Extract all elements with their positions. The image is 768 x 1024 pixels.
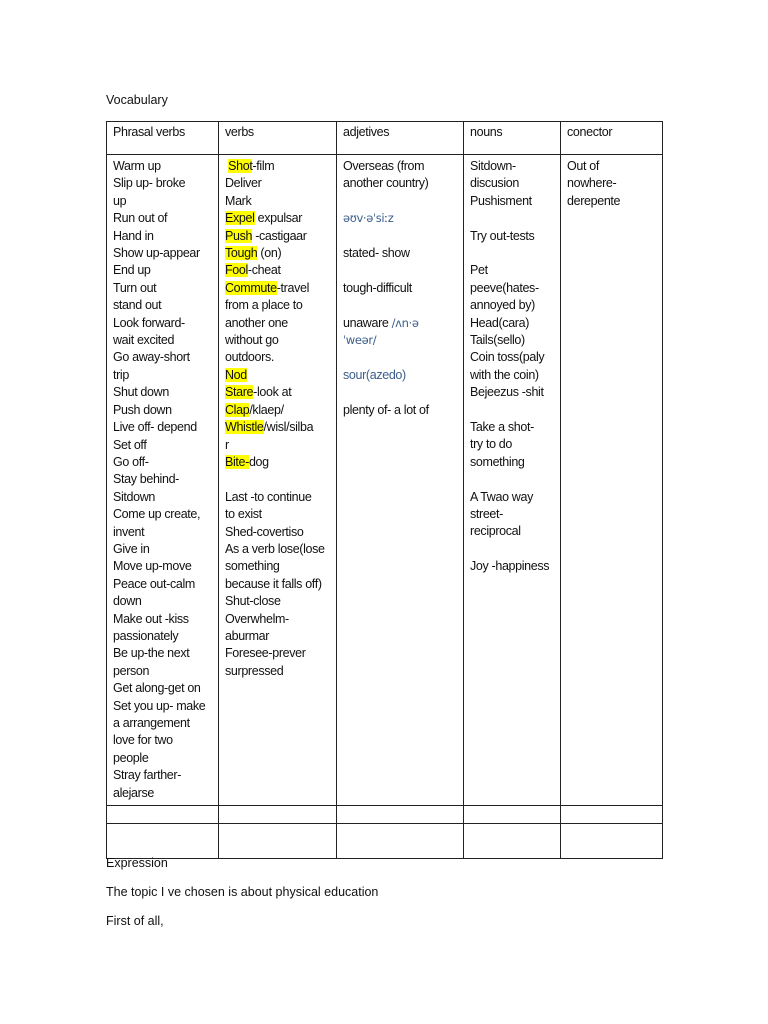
list-item: Look forward-	[113, 315, 185, 330]
list-item	[225, 280, 332, 297]
spacer	[343, 297, 459, 314]
list-item: derepente	[567, 193, 621, 208]
list-item: Shut-close	[225, 594, 281, 609]
list-item: Shut down	[113, 385, 169, 400]
nouns-list	[470, 158, 556, 576]
list-item: discusion	[470, 176, 519, 191]
list-item: try to do	[470, 437, 513, 452]
list-item: outdoors.	[225, 350, 274, 365]
definition: /wisl/silba	[263, 420, 314, 435]
verbs-list	[225, 158, 332, 680]
list-item: Be up-the next	[113, 646, 190, 661]
list-item: annoyed by)	[470, 298, 535, 313]
list-item: Slip up- broke	[113, 176, 186, 191]
list-item	[225, 210, 332, 227]
table-header-row	[107, 122, 663, 155]
list-item: alejarse	[113, 785, 154, 800]
list-item: A Twao way	[470, 489, 533, 504]
table-body-row	[107, 155, 663, 806]
list-item: because it falls off)	[225, 576, 322, 591]
definition: /klaep/	[249, 402, 284, 417]
highlighted-word: Stare	[225, 385, 254, 400]
list-item: Stay behind-	[113, 472, 179, 487]
list-item: peeve(hates-	[470, 280, 539, 295]
list-item	[225, 228, 332, 245]
nouns-cell	[464, 155, 561, 806]
list-item: something	[470, 454, 525, 469]
list-item: up	[113, 193, 127, 208]
list-item	[225, 454, 332, 471]
list-item: without go	[225, 333, 279, 348]
list-item: Move up-move	[113, 559, 192, 574]
definition: -travel	[276, 280, 310, 295]
list-item: aburmar	[225, 628, 270, 643]
list-item: Give in	[113, 541, 150, 556]
list-item: Sitdown	[113, 489, 156, 504]
empty-row	[107, 824, 663, 859]
page-title: Vocabulary	[106, 93, 168, 107]
list-item: Last -to continue	[225, 489, 312, 504]
list-item: Go away-short	[113, 350, 190, 365]
list-item: Overseas (from	[343, 159, 425, 173]
paragraph-line: First of all,	[106, 914, 164, 928]
list-item: another country)	[343, 176, 429, 191]
spacer	[343, 193, 459, 210]
conector-list	[567, 158, 658, 210]
highlighted-word: Commute	[225, 280, 277, 295]
list-item: people	[113, 750, 149, 765]
list-item: stand out	[113, 298, 162, 313]
list-item: plenty of- a lot of	[343, 402, 429, 417]
list-item: Sitdown-	[470, 159, 516, 173]
verbs-cell	[219, 155, 337, 806]
header-nouns: nouns	[464, 122, 561, 155]
highlighted-word: Bite-	[225, 454, 249, 469]
empty-row	[107, 806, 663, 824]
list-item: Peace out-calm	[113, 576, 195, 591]
list-item: a arrangement	[113, 716, 190, 730]
highlighted-word: Shot	[228, 159, 253, 173]
paragraph-line: The topic I ve chosen is about physical education	[106, 885, 379, 899]
list-item: person	[113, 663, 150, 678]
word: unaware	[343, 315, 392, 330]
header-verbs: verbs	[219, 122, 337, 155]
list-item: Pet	[470, 263, 488, 278]
list-item	[225, 402, 332, 419]
highlighted-word: Tough	[225, 246, 258, 261]
list-item: Deliver	[225, 176, 262, 191]
list-item: As a verb lose(lose	[225, 541, 325, 556]
list-item: Show up-appear	[113, 246, 200, 261]
spacer	[470, 471, 556, 488]
list-item	[225, 262, 332, 279]
list-item: tough-difficult	[343, 280, 412, 295]
spacer	[343, 349, 459, 366]
list-item: Mark	[225, 193, 252, 208]
list-item: r	[225, 437, 229, 452]
list-item: Warm up	[113, 159, 161, 173]
list-item	[225, 158, 332, 175]
list-item: passionately	[113, 628, 179, 643]
list-item: Live off- depend	[113, 420, 197, 435]
list-item: Go off-	[113, 454, 149, 469]
list-item: love for two	[113, 733, 173, 748]
list-item: Foresee-prever	[225, 646, 306, 661]
list-item: Try out-tests	[470, 228, 535, 243]
list-item: Turn out	[113, 280, 157, 295]
list-item: Run out of	[113, 211, 168, 226]
list-item: Stray farther-	[113, 768, 182, 783]
list-item: with the coin)	[470, 367, 539, 382]
list-item	[225, 419, 332, 436]
list-item: Get along-get on	[113, 681, 201, 696]
spacer	[470, 402, 556, 419]
pronunciation: ˈweər/	[343, 333, 377, 347]
definition: dog	[248, 454, 269, 469]
definition: -film	[252, 159, 275, 173]
list-item: Make out -kiss	[113, 611, 189, 626]
spacer	[343, 384, 459, 401]
list-item: Tails(sello)	[470, 333, 525, 348]
list-item	[225, 367, 332, 384]
adjetives-list	[343, 158, 459, 419]
pronunciation: /ʌn·ə	[391, 315, 419, 330]
list-item: Push down	[113, 402, 172, 417]
adjetives-cell	[337, 155, 464, 806]
list-item: wait excited	[113, 333, 175, 348]
definition: -look at	[253, 385, 292, 400]
list-item: sour(azedo)	[343, 367, 406, 382]
highlighted-word: Fool	[225, 263, 248, 278]
list-item: Set you up- make	[113, 698, 206, 713]
list-item: from a place to	[225, 298, 303, 313]
spacer	[225, 471, 332, 488]
list-item	[343, 315, 459, 332]
list-item: stated- show	[343, 246, 410, 260]
spacer	[343, 262, 459, 279]
header-adjetives: adjetives	[337, 122, 464, 155]
highlighted-word: Clap	[225, 402, 250, 417]
list-item: Shed-covertiso	[225, 524, 304, 539]
list-item: nowhere-	[567, 176, 617, 191]
definition: (on)	[257, 246, 282, 261]
definition: -cheat	[247, 263, 281, 278]
definition: expulsar	[254, 211, 303, 226]
definition: -castigaar	[252, 228, 307, 243]
phrasal-verbs-cell	[107, 155, 219, 806]
spacer	[470, 210, 556, 227]
highlighted-word: Whistle	[225, 420, 264, 435]
list-item: Overwhelm-	[225, 611, 289, 626]
spacer	[470, 245, 556, 262]
list-item: to exist	[225, 507, 262, 522]
list-item: another one	[225, 315, 288, 330]
expression-heading: Expression	[106, 856, 168, 870]
spacer	[343, 228, 459, 245]
header-phrasal-verbs: Phrasal verbs	[107, 122, 219, 155]
list-item: surpressed	[225, 663, 284, 678]
vocabulary-table	[106, 121, 663, 859]
list-item	[225, 245, 332, 262]
list-item: Take a shot-	[470, 420, 534, 435]
highlighted-word: Expel	[225, 211, 255, 226]
list-item: down	[113, 594, 142, 609]
list-item: End up	[113, 263, 151, 278]
conector-cell	[561, 155, 663, 806]
list-item: Pushisment	[470, 193, 532, 208]
list-item: Joy -happiness	[470, 559, 550, 574]
list-item: Coin toss(paly	[470, 350, 545, 365]
list-item: street-	[470, 507, 503, 522]
spacer	[470, 541, 556, 558]
list-item: Out of	[567, 159, 599, 173]
list-item: invent	[113, 524, 145, 539]
list-item: Bejeezus -shit	[470, 385, 544, 400]
pronunciation: əʊv·əˈsiːz	[343, 211, 394, 226]
list-item: Set off	[113, 437, 147, 452]
phrasal-verbs-list	[113, 158, 214, 802]
list-item: Come up create,	[113, 507, 201, 522]
list-item: Hand in	[113, 228, 154, 243]
list-item: reciprocal	[470, 524, 521, 539]
highlighted-word: Nod	[225, 367, 247, 382]
list-item: something	[225, 559, 280, 574]
list-item: trip	[113, 367, 129, 382]
list-item	[225, 384, 332, 401]
header-conector: conector	[561, 122, 663, 155]
highlighted-word: Push	[225, 228, 253, 243]
list-item: Head(cara)	[470, 315, 530, 330]
